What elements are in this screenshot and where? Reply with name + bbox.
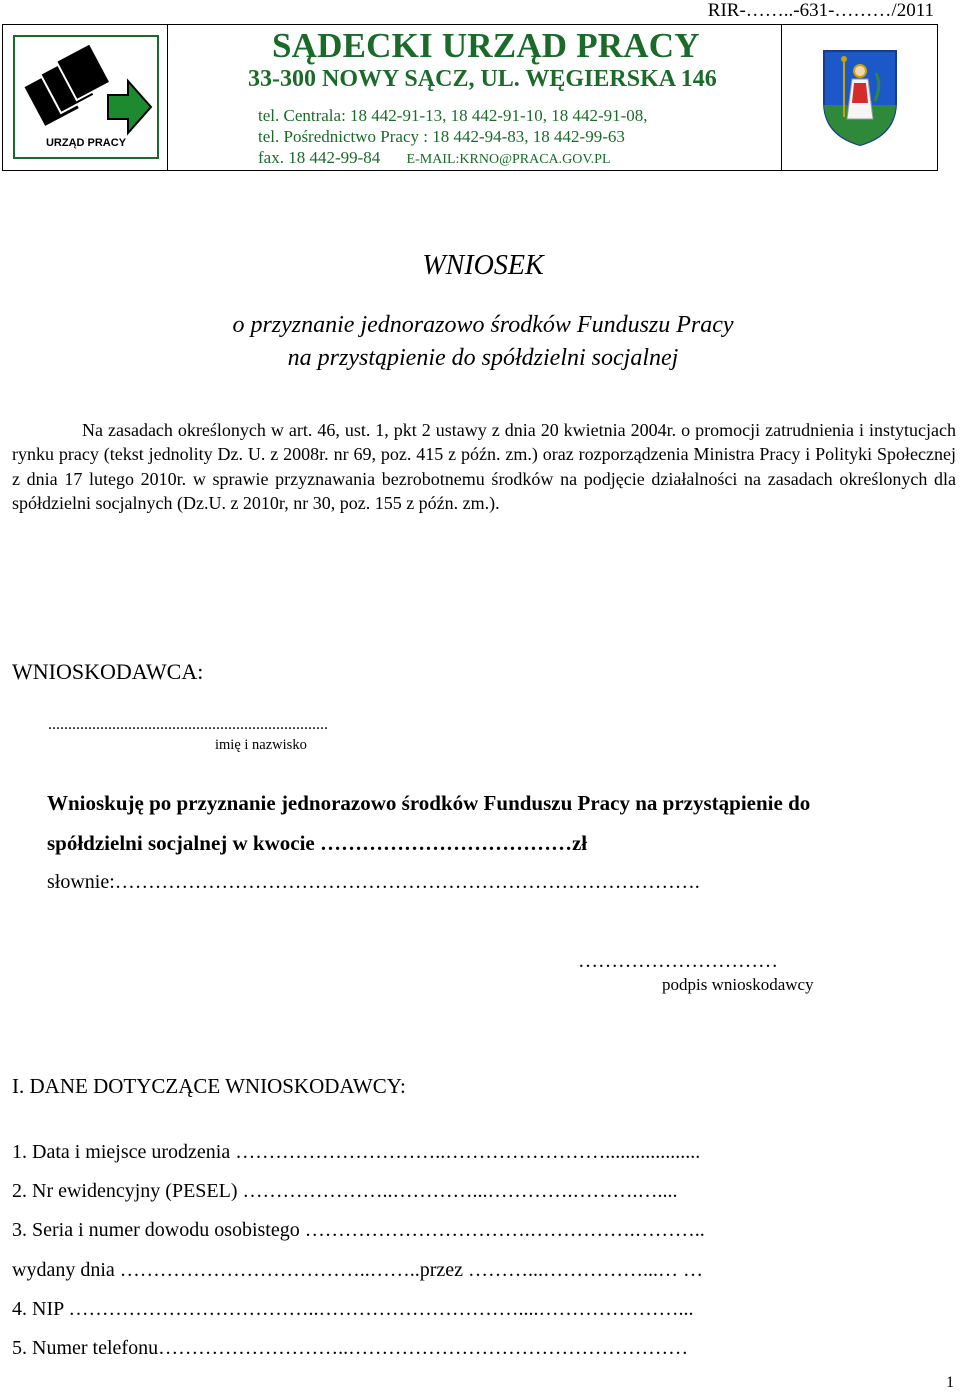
pesel-field[interactable]: 2. Nr ewidencyjny (PESEL) …………………..…………...………….……….….... [12, 1180, 678, 1202]
birth-date-place-field[interactable]: 1. Data i miejsce urodzenia …………………………..……………………................... [12, 1141, 701, 1163]
office-contacts [258, 105, 648, 170]
page-number: 1 [946, 1374, 954, 1391]
office-phones: tel. Centrala: 18 442-91-13, 18 442-91-10, 18 442-91-08, [258, 106, 648, 125]
document-subtitle-2: na przystąpienie do spółdzielni socjalnej [287, 345, 679, 371]
office-logo-icon [13, 35, 159, 159]
office-fax-email [258, 147, 648, 170]
id-issued-field[interactable]: wydany dnia ………………………………..……..przez ………...……………...… … [12, 1259, 704, 1281]
amount-in-words-field[interactable]: słownie:……………………………………………………………………………. [47, 871, 700, 893]
signature-caption: podpis wnioskodawcy [662, 975, 814, 994]
document-title: WNIOSEK [422, 250, 544, 281]
request-line-1: Wnioskuję po przyznanie jednorazowo środków Funduszu Pracy na przystąpienie do [47, 791, 811, 815]
id-card-number-field[interactable]: 3. Seria i numer dowodu osobistego …………………………….…………….……….. [12, 1219, 705, 1241]
reference-number: RIR-……..-631-………/2011 [707, 0, 934, 21]
nip-field[interactable]: 4. NIP ………………………………..…………………………....…………………... [12, 1298, 694, 1320]
logo-cell [3, 25, 168, 170]
document-subtitle-1: o przyznanie jednorazowo środków Funduszu Pracy [232, 312, 734, 338]
office-email: E-MAIL:KRNO@PRACA.GOV.PL [406, 152, 611, 167]
city-crest-icon [820, 47, 900, 147]
office-address: 33-300 NOWY SĄCZ, UL. WĘGIERSKA 146 [248, 66, 717, 92]
phone-number-field[interactable]: 5. Numer telefonu………………………..…………………………………………… [12, 1337, 689, 1359]
section-1-title: I. DANE DOTYCZĄCE WNIOSKODAWCY: [12, 1074, 406, 1098]
office-mediation-phones: tel. Pośrednictwo Pracy : 18 442-94-83, 18 442-99-63 [258, 127, 625, 146]
signature-field[interactable]: ………………………… [578, 950, 778, 972]
logo-label: URZĄD PRACY [45, 137, 127, 149]
request-amount-field[interactable]: spółdzielni socjalnej w kwocie ………………………………zł [47, 831, 588, 855]
legal-basis-paragraph: Na zasadach określonych w art. 46, ust. 1, pkt 2 ustawy z dnia 20 kwietnia 2004r. o promocji zatrudnienia i instytucjach rynku pracy (tekst jednolity Dz. U. z 2008r. nr 69, poz. 415 z późn. zm.) oraz rozporządzenia Ministra Pracy i Polityki Społecznej z dnia 17 lutego 2010r. w sprawie przyznawania bezrobotnemu środków na podjęcie działalności na zasadach określonych dla spółdzielni socjalnych (Dz.U. z 2010r, nr 30, poz. 155 z późn. zm.). [12, 420, 956, 514]
applicant-name-caption: imię i nazwisko [215, 737, 307, 753]
applicant-header: WNIOSKODAWCA: [12, 659, 204, 684]
office-fax: fax. 18 442-99-84 [258, 148, 381, 167]
office-name: SĄDECKI URZĄD PRACY [272, 26, 700, 65]
applicant-name-field[interactable]: ...................................................................... [48, 716, 328, 733]
crest-cell [781, 25, 937, 170]
